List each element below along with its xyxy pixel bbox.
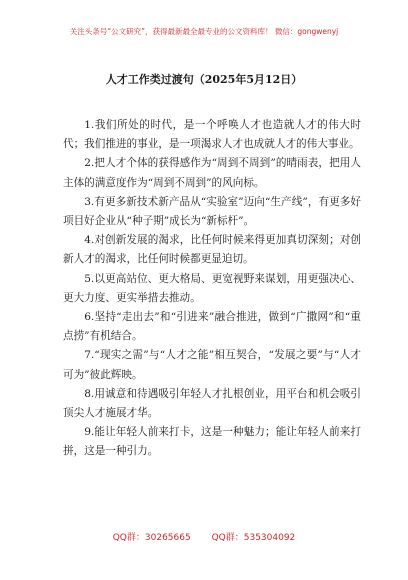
paragraph-1: 1.我们所处的时代，是一个呼唤人才也造就人才的伟大时代；我们推进的事业，是一项渴求人才也成就人才的伟大事业。 [63, 119, 361, 151]
footer-qq-groups [0, 530, 408, 543]
document-body [63, 116, 361, 462]
paragraph-7: 7.“现实之需”与“人才之能”相互契合，“发展之要”与“人才可为”彼此辉映。 [63, 349, 361, 381]
footer-qq-group-1: QQ群：30265665 [112, 533, 191, 543]
paragraph-6: 6.坚持“走出去”和“引进来”融合推进，做到“广撒网”和“重点捞”有机结合。 [63, 311, 361, 343]
paragraph-3: 3.有更多新技术新产品从“实验室”迈向“生产线”，有更多好项目好企业从“种子期”成长为“新标杆”。 [63, 195, 361, 228]
paragraph-9: 9.能让年轻人前来打卡，这是一种魅力；能让年轻人前来打拼，这是一种引力。 [63, 426, 361, 458]
paragraph-8: 8.用诚意和待遇吸引年轻人才扎根创业，用平台和机会吸引顶尖人才施展才华。 [63, 387, 361, 420]
paragraph-5: 5.以更高站位、更大格局、更宽视野来谋划，用更强决心、更大力度、更实举措去推动。 [63, 272, 361, 304]
footer-qq-group-2: QQ群：535304092 [211, 533, 296, 543]
paragraph-4: 4.对创新发展的渴求，比任何时候来得更加真切深刻；对创新人才的渴求，比任何时候都更显迫切。 [63, 234, 361, 266]
document-title: 人才工作类过渡句（2025年5月12日） [105, 73, 303, 86]
header-promo-note: 关注头条号“公文研究”，获得最新最全最专业的公文资料库！ 微信：gongwenyj [69, 27, 339, 36]
paragraph-2: 2.把人才个体的获得感作为“周到不周到”的晴雨表，把用人主体的满意度作为“周到不周到”的风向标。 [63, 157, 361, 189]
